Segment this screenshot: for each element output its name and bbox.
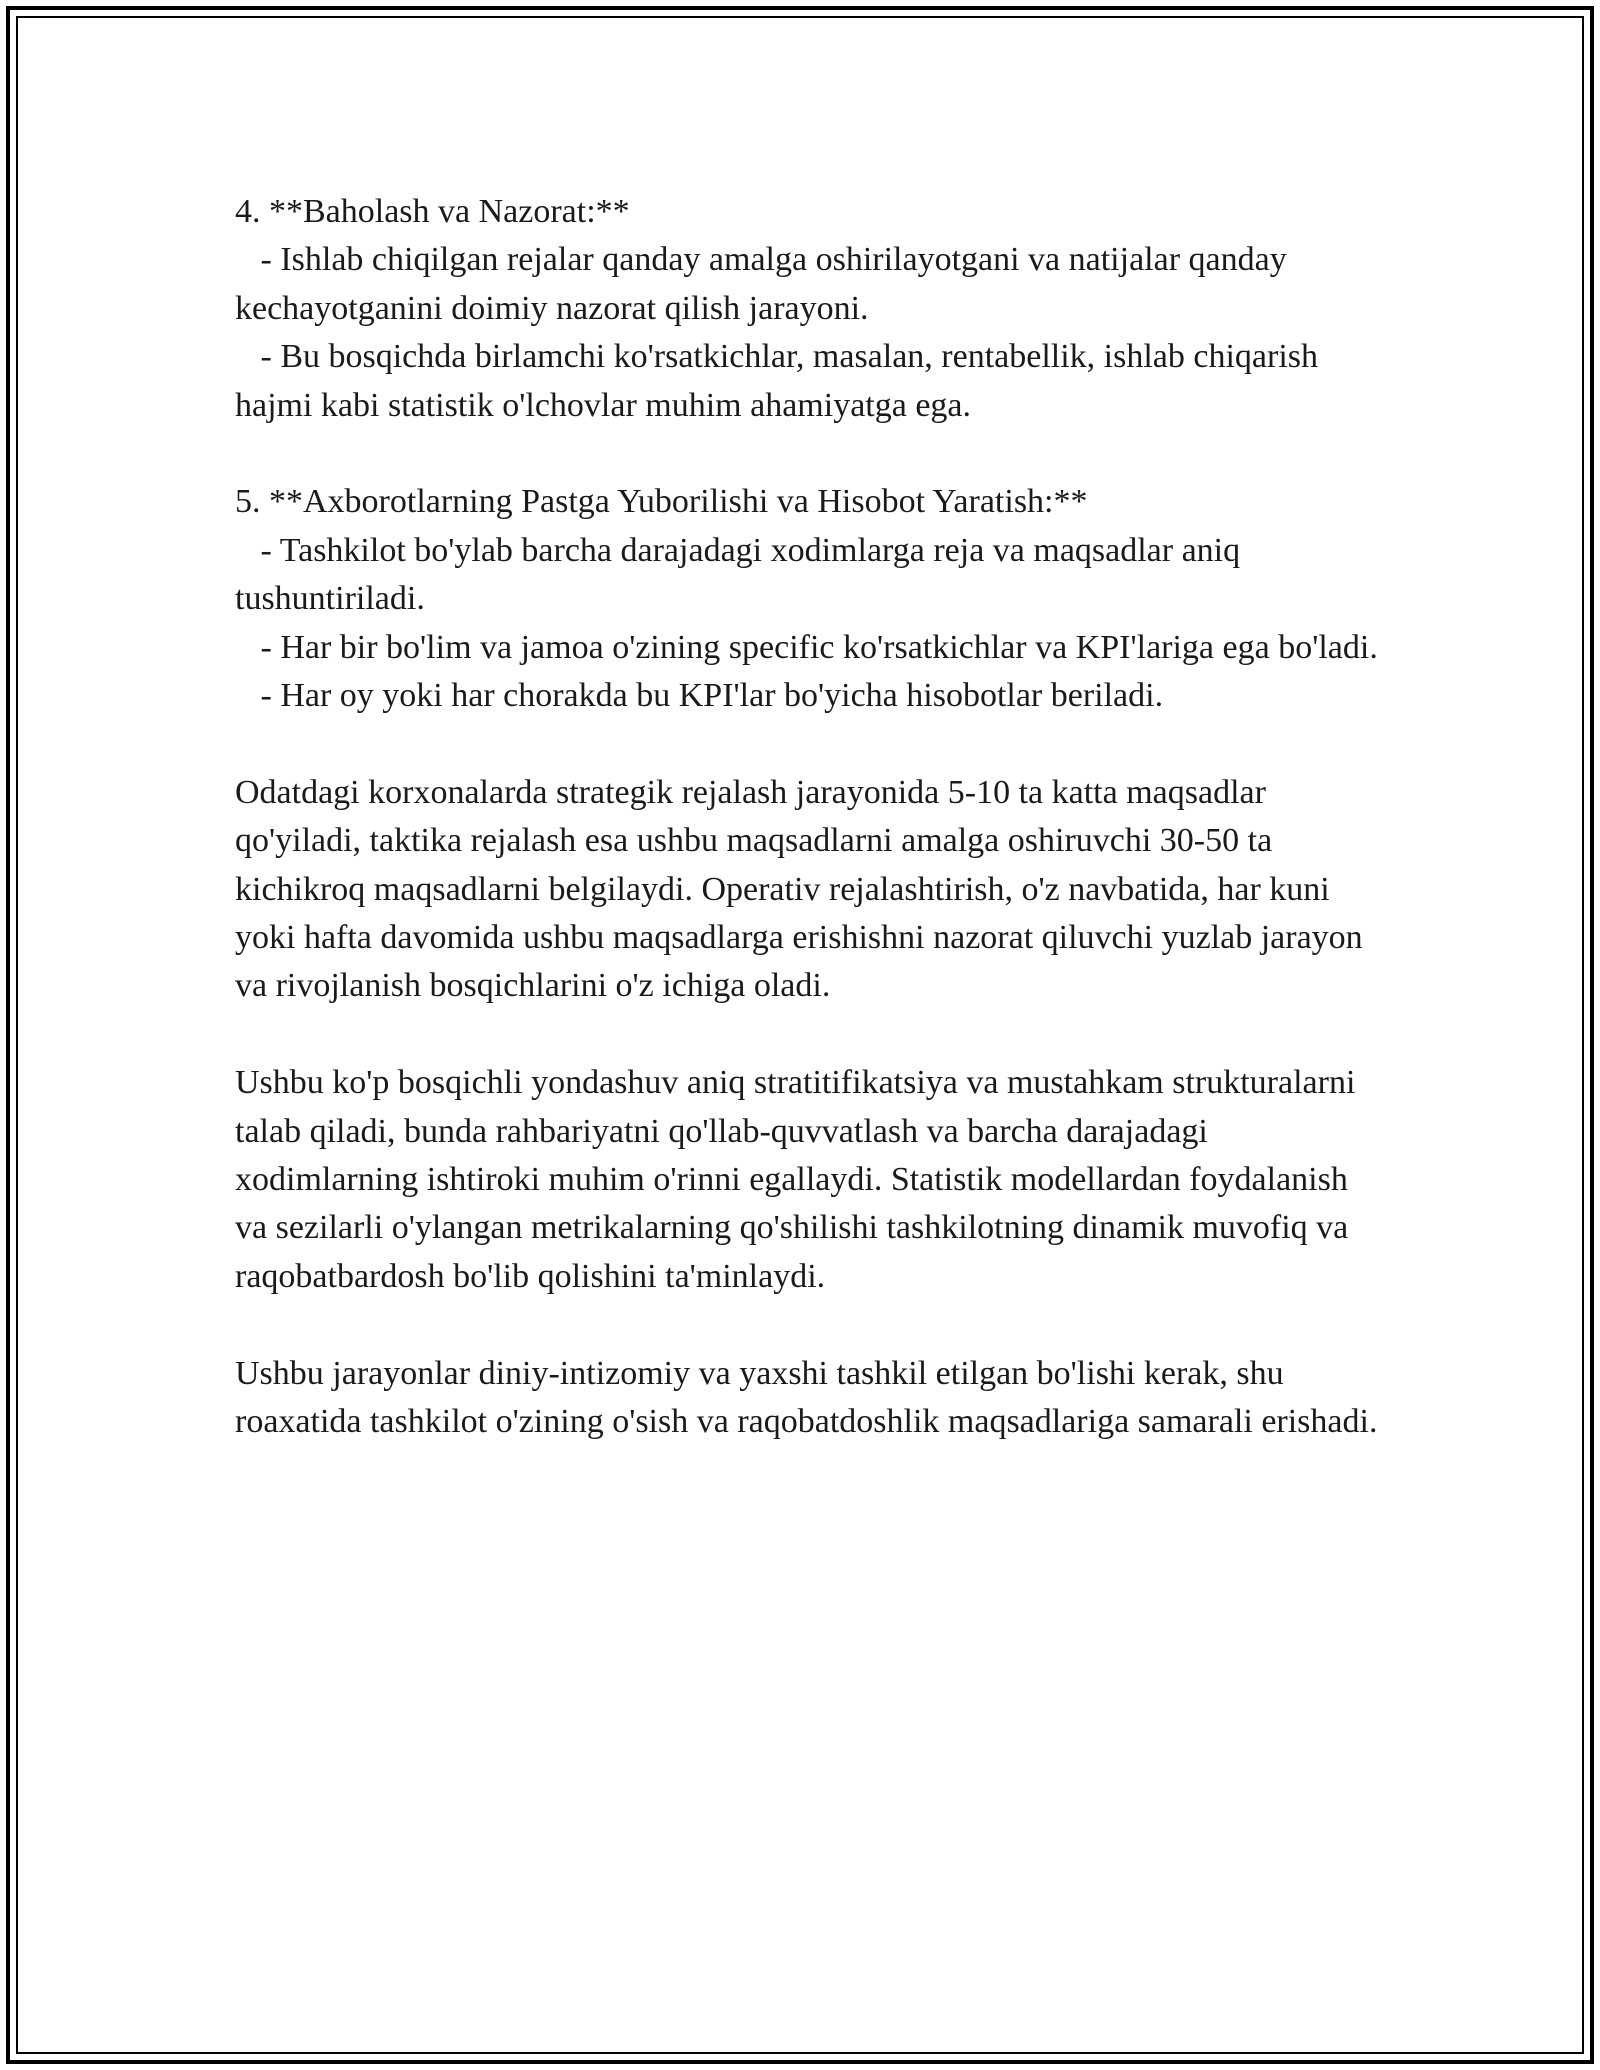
section-4-heading: 4. **Baholash va Nazorat:** xyxy=(235,193,630,230)
paragraph-multilevel-approach: Ushbu ko'p bosqichli yondashuv aniq stratitifikatsiya va mustahkam strukturalarni talab qiladi, bunda rahbariyatni qo'llab-quvvatlash va barcha darajadagi xodimlarning ishtiroki muhim o'rinni egallaydi. Statistik modellardan foydalanish va sezilarli o'ylangan metrikalarning qo'shilishi tashkilotning dinamik muvofiq va raqobatbardosh bo'lib qolishini ta'minlaydi. xyxy=(235,1064,1364,1295)
spacer xyxy=(235,430,1385,478)
spacer xyxy=(235,720,1385,768)
section-4-bullet-1: - Ishlab chiqilgan rejalar qanday amalga oshirilayotgani va natijalar qanday kechayotganini doimiy nazorat qilish jarayoni. xyxy=(235,241,1296,327)
section-5-bullet-3: - Har oy yoki har chorakda bu KPI'lar bo'yicha hisobotlar beriladi. xyxy=(235,677,1164,715)
section-5-bullet-1: - Tashkilot bo'ylab barcha darajadagi xodimlarga reja va maqsadlar aniq tushuntiriladi. xyxy=(235,531,1249,618)
spacer xyxy=(235,1301,1385,1349)
section-5-heading: 5. **Axborotlarning Pastga Yuborilishi va Hisobot Yaratish:** xyxy=(235,483,1088,521)
paragraph-conclusion: Ushbu jarayonlar diniy-intizomiy va yaxshi tashkil etilgan bo'lishi kerak, shu roaxatida tashkilot o'zining o'sish va raqobatdoshlik maqsadlariga samarali erishadi. xyxy=(235,1354,1378,1441)
paragraph-planning-levels: Odatdagi korxonalarda strategik rejalash jarayonida 5-10 ta katta maqsadlar qo'yiladi, taktika rejalash esa ushbu maqsadlarni amalga oshiruvchi 30-50 ta kichikroq maqsadlarni belgilaydi. Operativ rejalashtirish, o'z navbatida, har kuni yoki hafta davomida ushbu maqsadlarga erishishni nazorat qiluvchi yuzlab jarayon va rivojlanish bosqichlarini o'z ichiga oladi. xyxy=(235,773,1372,1005)
document-body xyxy=(235,188,1385,1447)
section-5-bullet-2: - Har bir bo'lim va jamoa o'zining specific ko'rsatkichlar va KPI'lariga ega bo'ladi. xyxy=(235,628,1378,666)
spacer xyxy=(235,1011,1385,1059)
section-4-bullet-2: - Bu bosqichda birlamchi ko'rsatkichlar, masalan, rentabellik, ishlab chiqarish hajmi kabi statistik o'lchovlar muhim ahamiyatga ega. xyxy=(235,338,1327,424)
